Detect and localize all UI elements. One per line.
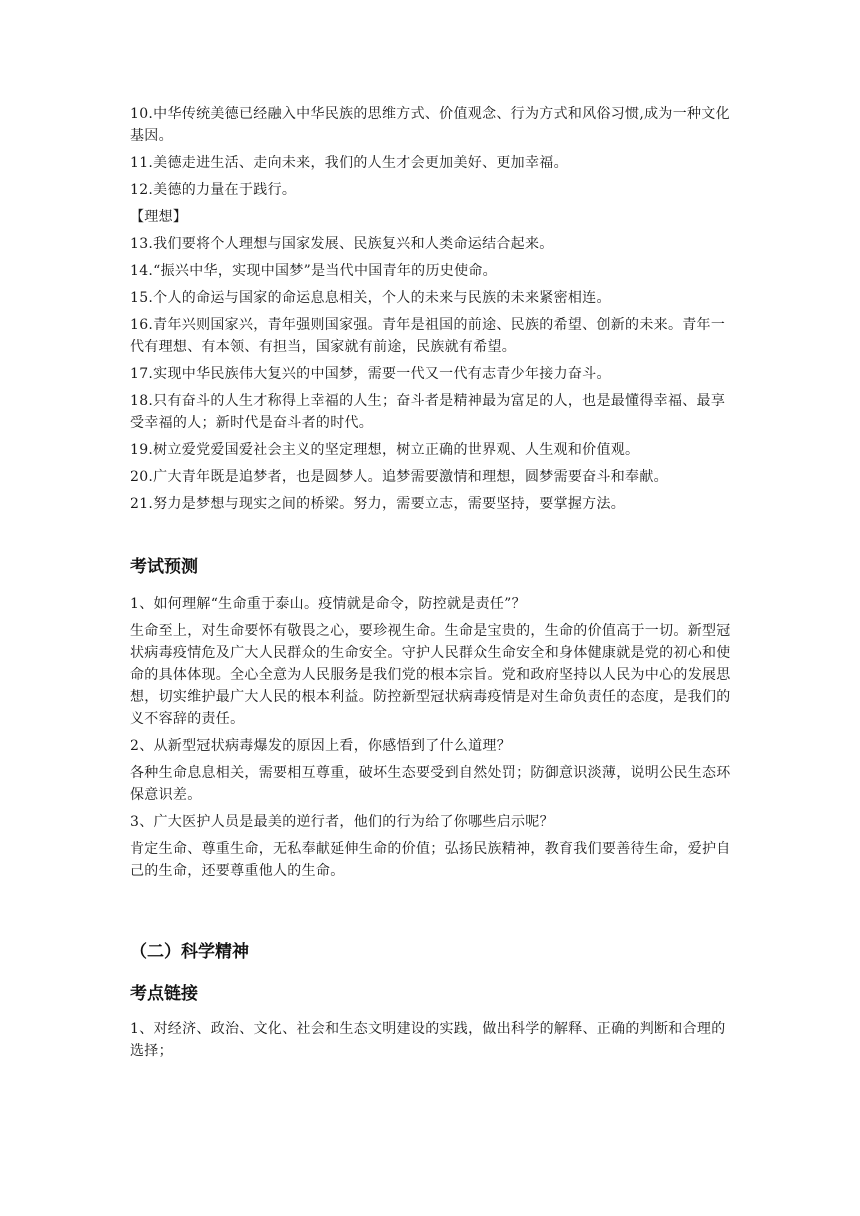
science-section-title: （二）科学精神 bbox=[130, 942, 249, 962]
exam-link-heading: 考点链接 bbox=[130, 984, 198, 1004]
exam-question-1: 1、如何理解“生命重于泰山。疫情就是命令，防控就是责任”？ bbox=[130, 596, 526, 612]
document-content bbox=[130, 103, 732, 1067]
ideal-16: 16.青年兴则国家兴，青年强则国家强。青年是祖国的前途、民族的希望、创新的未来。青年一代有理想、有本领、有担当，国家就有前途，民族就有希望。 bbox=[130, 317, 726, 355]
exam-question-3: 3、广大医护人员是最美的逆行者，他们的行为给了你哪些启示呢？ bbox=[130, 814, 554, 830]
ideal-13: 13.我们要将个人理想与国家发展、民族复兴和人类命运结合起来。 bbox=[130, 236, 554, 252]
principle-12: 12.美德的力量在于践行。 bbox=[130, 182, 297, 198]
ideal-15: 15.个人的命运与国家的命运息息相关，个人的未来与民族的未来紧密相连。 bbox=[130, 290, 611, 306]
principle-11: 11.美德走进生活、走向未来，我们的人生才会更加美好、更加幸福。 bbox=[130, 155, 568, 171]
exam-answer-3: 肯定生命、尊重生命，无私奉献延伸生命的价值；弘扬民族精神，教育我们要善待生命，爱护自己的生命，还要尊重他人的生命。 bbox=[130, 841, 731, 879]
ideal-19: 19.树立爱党爱国爱社会主义的坚定理想，树立正确的世界观、人生观和价值观。 bbox=[130, 442, 640, 458]
exam-question-2: 2、从新型冠状病毒爆发的原因上看，你感悟到了什么道理？ bbox=[130, 738, 512, 754]
science-point-1: 1、对经济、政治、文化、社会和生态文明建设的实践，做出科学的解释、正确的判断和合理的选择； bbox=[130, 1021, 726, 1059]
ideal-18: 18.只有奋斗的人生才称得上幸福的人生；奋斗者是精神最为富足的人，也是最懂得幸福、最享受幸福的人；新时代是奋斗者的时代。 bbox=[130, 393, 726, 431]
ideal-21: 21.努力是梦想与现实之间的桥梁。努力，需要立志，需要坚持，要掌握方法。 bbox=[130, 496, 626, 512]
ideal-label: 【理想】 bbox=[130, 209, 188, 225]
exam-answer-1: 生命至上，对生命要怀有敬畏之心，要珍视生命。生命是宝贵的，生命的价值高于一切。新型冠状病毒疫情危及广大人民群众的生命安全。守护人民群众生命安全和身体健康就是党的初心和使命的具体体现。全心全意为人民服务是我们党的根本宗旨。党和政府坚持以人民为中心的发展思想，切实维护最广大人民的根本利益。防控新型冠状病毒疫情是对生命负责任的态度，是我们的义不容辞的责任。 bbox=[130, 623, 731, 727]
exam-answer-2: 各种生命息息相关，需要相互尊重，破坏生态要受到自然处罚；防御意识淡薄，说明公民生态环保意识差。 bbox=[130, 765, 731, 803]
exam-prediction-heading: 考试预测 bbox=[130, 557, 198, 577]
principle-10: 10.中华传统美德已经融入中华民族的思维方式、价值观念、行为方式和风俗习惯,成为一种文化基因。 bbox=[130, 106, 730, 144]
ideal-17: 17.实现中华民族伟大复兴的中国梦，需要一代又一代有志青少年接力奋斗。 bbox=[130, 366, 611, 382]
ideal-14: 14.“振兴中华，实现中国梦”是当代中国青年的历史使命。 bbox=[130, 263, 497, 279]
ideal-20: 20.广大青年既是追梦者，也是圆梦人。追梦需要激情和理想，圆梦需要奋斗和奉献。 bbox=[130, 469, 668, 485]
